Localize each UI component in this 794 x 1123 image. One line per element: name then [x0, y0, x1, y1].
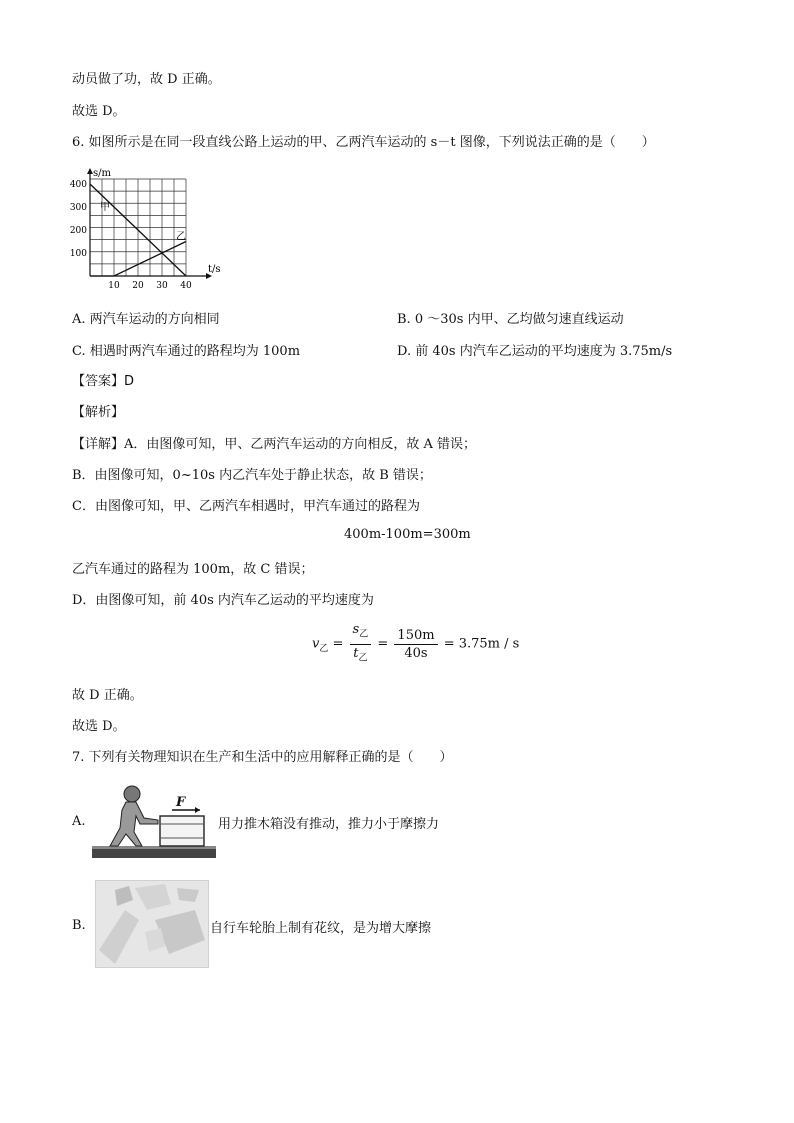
- x-tick-label: 10: [108, 281, 120, 291]
- option-c: C. 相遇时两汽车通过的路程均为 100m: [72, 344, 301, 359]
- pushing-box-image: [92, 780, 216, 860]
- fraction-values: [394, 628, 437, 661]
- fraction-s-over-t: [350, 622, 372, 666]
- detail-b: B．由图像可知，0~10s 内乙汽车处于静止状态，故 B 错误；: [72, 468, 432, 483]
- series-label: 乙: [176, 231, 186, 243]
- text-line: 故 D 正确。: [72, 688, 143, 703]
- eq-s: s: [352, 622, 360, 637]
- detail-d: D．由图像可知，前 40s 内汽车乙运动的平均速度为: [72, 593, 374, 608]
- eq-numerator: 150m: [394, 628, 437, 645]
- x-tick-label: 30: [156, 281, 168, 291]
- option-d: D. 前 40s 内汽车乙运动的平均速度为 3.75m/s: [397, 344, 673, 359]
- y-tick-label: 100: [69, 249, 87, 259]
- eq-result: = 3.75m / s: [443, 636, 520, 652]
- detail-c2: 乙汽车通过的路程为 100m，故 C 错误；: [72, 562, 314, 577]
- option-a: A. 两汽车运动的方向相同: [72, 312, 220, 327]
- text-line: 故选 D。: [72, 719, 126, 734]
- eq-sub: 乙: [319, 644, 329, 655]
- option-b: B. 0 ～30s 内甲、乙均做匀速直线运动: [397, 312, 624, 327]
- question-6: 6. 如图所示是在同一段直线公路上运动的甲、乙两汽车运动的 s－t 图像，下列说法正确的是（ ）: [72, 135, 655, 150]
- y-tick-label: 300: [69, 203, 87, 213]
- detail-a: 【详解】A．由图像可知，甲、乙两汽车运动的方向相反，故 A 错误；: [72, 437, 477, 452]
- eq-sub-t: 乙: [358, 653, 368, 664]
- y-tick-label: 200: [69, 226, 87, 236]
- q7-option-a-text: 用力推木箱没有推动，推力小于摩擦力: [218, 817, 440, 832]
- detail-c: C．由图像可知，甲、乙两汽车相遇时，甲汽车通过的路程为: [72, 499, 420, 514]
- answer-label: 【答案】D: [72, 374, 135, 389]
- text-line: 故选 D。: [72, 104, 126, 119]
- eq-equals: =: [328, 636, 348, 652]
- text-line: 动员做了功，故 D 正确。: [72, 72, 221, 87]
- series-label: 甲: [100, 202, 110, 213]
- eq-denominator: 40s: [404, 645, 428, 661]
- bicycle-tire-image: [95, 880, 209, 968]
- eq-t: t: [353, 645, 359, 661]
- q7-option-b-text: 自行车轮胎上制有花纹，是为增大摩擦: [210, 921, 432, 936]
- q7-option-a-label: A.: [72, 814, 86, 829]
- equation-1: 400m-100m=300m: [344, 527, 471, 542]
- x-tick-label: 40: [180, 281, 192, 291]
- eq-sub-s: 乙: [359, 629, 369, 640]
- x-tick-label: 20: [132, 281, 144, 291]
- y-axis-label: s/m: [93, 168, 111, 179]
- analysis-label: 【解析】: [72, 405, 125, 420]
- question-7: 7. 下列有关物理知识在生产和生活中的应用解释正确的是（ ）: [72, 750, 453, 765]
- force-label: F: [176, 795, 186, 810]
- x-axis-label: t/s: [208, 264, 221, 275]
- y-tick-label: 400: [69, 180, 87, 190]
- equation-2: $v_乙$ = $\frac{s_乙}{t_乙}$ = $\frac{150m}{40s}$ = 3.75m / s: [312, 622, 519, 666]
- eq-v: v: [312, 636, 320, 652]
- q7-option-b-label: B.: [72, 918, 86, 933]
- s-t-chart: [66, 158, 236, 294]
